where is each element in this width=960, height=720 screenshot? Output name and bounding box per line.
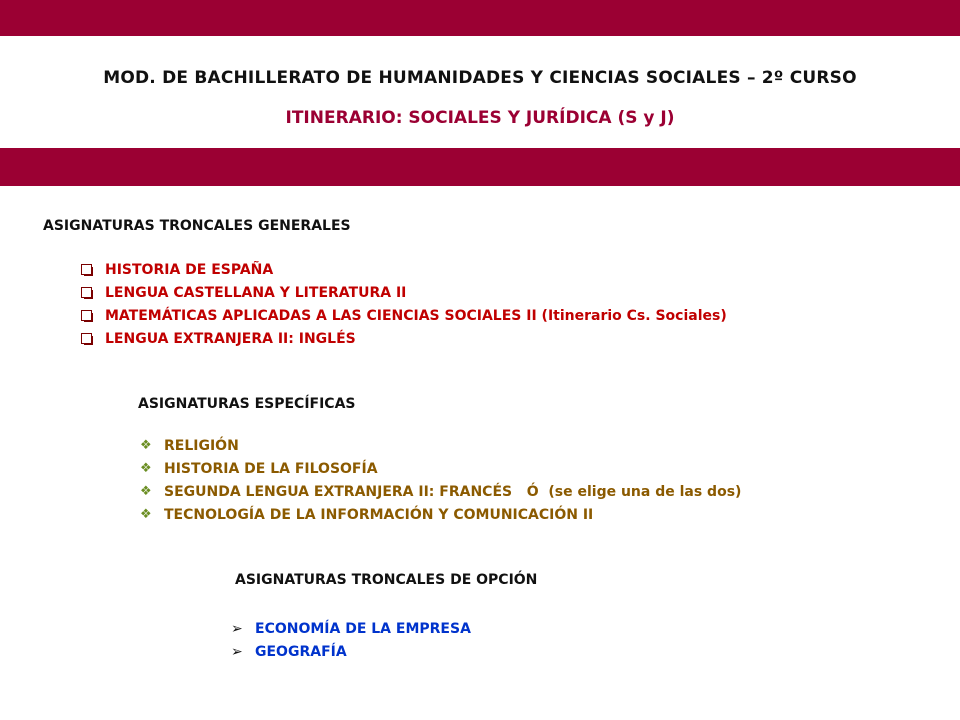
page-subtitle: ITINERARIO: SOCIALES Y JURÍDICA (S y J) [285,108,675,128]
four-diamond-icon: ❖ [140,484,152,499]
page-title: MOD. DE BACHILLERATO DE HUMANIDADES Y CIENCIAS SOCIALES – 2º CURSO [103,68,857,88]
list-item-text: HISTORIA DE ESPAÑA [105,261,274,278]
four-diamond-icon: ❖ [140,507,152,522]
especificas-heading: ASIGNATURAS ESPECÍFICAS [138,396,356,412]
middle-banner [0,148,960,186]
list-item-text: RELIGIÓN [164,437,239,454]
list-item [81,258,727,281]
checkbox-square-icon [81,310,105,321]
checkbox-square-icon [81,264,105,275]
list-item [140,434,741,457]
especificas-list [140,434,741,526]
list-item-text: LENGUA CASTELLANA Y LITERATURA II [105,284,407,301]
list-item [81,304,727,327]
list-item-text: ECONOMÍA DE LA EMPRESA [255,620,471,637]
checkbox-square-icon [81,287,105,298]
list-item [81,281,727,304]
troncales-generales-list [81,258,727,350]
list-item [231,640,471,663]
troncales-opcion-heading: ASIGNATURAS TRONCALES DE OPCIÓN [235,572,538,588]
list-item [140,480,741,503]
checkbox-square-icon [81,333,105,344]
top-banner [0,0,960,36]
troncales-generales-heading: ASIGNATURAS TRONCALES GENERALES [43,218,351,234]
list-item-text: MATEMÁTICAS APLICADAS A LAS CIENCIAS SOCIALES II (Itinerario Cs. Sociales) [105,307,727,324]
four-diamond-icon: ❖ [140,461,152,476]
list-item [231,617,471,640]
arrowhead-icon: ➢ [231,643,243,660]
four-diamond-icon: ❖ [140,438,152,453]
list-item-text: TECNOLOGÍA DE LA INFORMACIÓN Y COMUNICACIÓN II [164,506,594,523]
list-item [81,327,727,350]
list-item-text: SEGUNDA LENGUA EXTRANJERA II: FRANCÉS Ó (se elige una de las dos) [164,483,742,500]
arrowhead-icon: ➢ [231,620,243,637]
troncales-opcion-list [231,617,471,663]
list-item-text: GEOGRAFÍA [255,643,347,660]
list-item [140,457,741,480]
list-item-text: HISTORIA DE LA FILOSOFÍA [164,460,378,477]
list-item-text: LENGUA EXTRANJERA II: INGLÉS [105,330,356,347]
list-item [140,503,741,526]
